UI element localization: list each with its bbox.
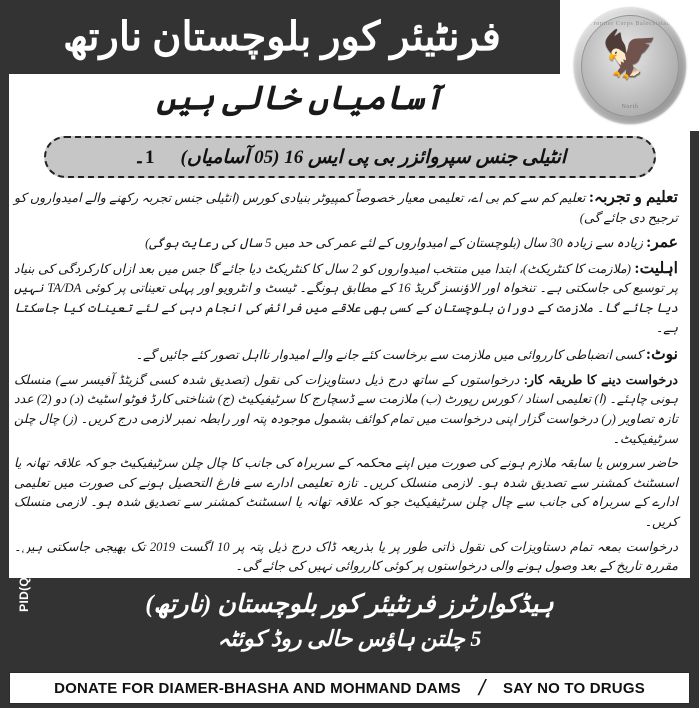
eagle-icon: 🦅 bbox=[601, 28, 659, 81]
procedure-label: درخواست دینے کا طریقہ کار: bbox=[523, 372, 679, 387]
emblem-arc-top-text: Frontier Corps Balochistan bbox=[589, 21, 671, 27]
note-body: کسی انضباطی کارروائی میں ملازمت سے برخاست کئے جانے والے امیدوار نااہل تصور کئے جائیں گے۔ bbox=[135, 348, 643, 363]
slogan-drugs: SAY NO TO DRUGS bbox=[502, 679, 645, 697]
section-serving-certificate bbox=[14, 454, 678, 532]
emblem-container bbox=[560, 0, 699, 131]
procedure-body: درخواستوں کے ساتھ درج ذیل دستاویزات کی نقول (تصدیق شدہ کسی گزیٹڈ آفیسر سے) منسلک ہونی چاہئے۔ (ا) تعلیمی اسناد / کورس رپورٹ (ب) ملازمت سے ڈسچارج کا سرٹیفیکیٹ (ج) شناختی کارڈ فوٹو اسٹیٹ (د) دو (2) عدد تازہ تصاویر (ر) درخواست گزار اپنی درخواست میں تمام کوائف بشمول موجودہ پتہ اور رابطہ نمبر لازمی درج کریں۔ (ز) چال چلن سرٹیفیکیٹ۔ bbox=[14, 372, 678, 446]
frontier-corps-emblem-icon bbox=[574, 8, 686, 124]
age-body: زیادہ سے زیادہ 30 سال (بلوچستان کے امیدواروں کے لئے عمر کی حد میں 5 سال کی رعایت ہوگی) bbox=[145, 236, 643, 251]
section-eligibility bbox=[14, 259, 678, 338]
vacancies-heading: آسامیاں خالی ہیں bbox=[156, 81, 444, 117]
public-service-slogan-bar bbox=[9, 672, 690, 704]
note-label: نوٹ: bbox=[645, 346, 678, 364]
footer-address-line-2: 5 چلتن ہاؤس حالی روڈ کوئٹہ bbox=[217, 626, 482, 651]
education-body: تعلیم کم سے کم بی اے، تعلیمی معیار خصوصاً کمپیوٹر بنیادی کورس (انٹیلی جنس تجربہ رکھنے والے امیدواروں کو ترجیح دی جائے گی) bbox=[14, 191, 678, 225]
section-age bbox=[14, 233, 678, 254]
organization-title: فرنٹیئر کور بلوچستان نارتھ bbox=[63, 14, 501, 59]
slogan-separator-icon: / bbox=[476, 675, 488, 700]
pid-code: PID(Q)319/19 bbox=[17, 534, 31, 612]
job-number: 1۔ bbox=[133, 146, 155, 168]
section-deadline bbox=[14, 538, 678, 577]
job-title: انٹیلی جنس سپروائزر بی پی ایس 16 (05 آسامیاں) bbox=[180, 146, 567, 168]
footer-address-line-1: ہیڈکوارٹرز فرنٹیئر کور بلوچستان (نارتھ) bbox=[145, 591, 554, 618]
section-procedure bbox=[14, 371, 678, 449]
footer-address-band bbox=[9, 578, 690, 664]
emblem-arc-bottom-text: North bbox=[621, 104, 639, 110]
education-label: تعلیم و تجربہ: bbox=[588, 189, 678, 206]
eligibility-label: اہلیت: bbox=[634, 259, 678, 277]
job-title-pill bbox=[44, 136, 656, 178]
eligibility-body: (ملازمت کا کنٹریکٹ)، ابتدا میں منتخب امیدواروں کو 2 سال کا کنٹریکٹ دیا جائے گا جس میں بعد ازاں کارکردگی کی بنیاد پر توسیع کی جاسکتی ہے۔ تنخواہ اور الاؤنسز گریڈ 16 کے مطابق ہونگے۔ ٹیسٹ و انٹرویو اور پہلی تعیناتی پر کوئی TA/DA نہیں دیا جائے گا۔ ملازمت کے دوران بلوچستان کے کسی بھی علاقے میں فرائض کی انجام دہی کے لئے تعینات کیا جاسکتا ہے۔ bbox=[14, 261, 678, 335]
deadline-body: درخواست بمعہ تمام دستاویزات کی نقول ذاتی طور پر یا بذریعہ ڈاک درج ذیل پتہ پر 10 اگست 2019 تک بھیجی جاسکتی ہیں۔ مقررہ تاریخ کے بعد وصول ہونے والی درخواستوں پر کوئی کارروائی نہیں کی جائے گی۔ bbox=[14, 539, 678, 574]
serving-body: حاضر سروس یا سابقہ ملازم ہونے کی صورت میں اپنے محکمہ کے سربراہ کی جانب کا چال چلن سرٹیفیکیٹ جو کہ علاقہ تھانہ یا اسسٹنٹ کمشنر سے تصدیق شدہ ہو۔ لازمی منسلک کریں۔ تازہ تعلیمی ادارے سے فارغ التحصیل ہونے کی صورت میں تعلیمی ادارے کے سربراہ کی جانب سے چال چلن سرٹیفیکیٹ جو کہ علاقہ تھانہ یا اسسٹنٹ کمشنر سے تصدیق شدہ ہو۔ لازمی منسلک کریں۔ bbox=[14, 456, 678, 529]
header-band bbox=[0, 0, 560, 74]
slogan-inner bbox=[10, 677, 689, 699]
slogan-dams: DONATE FOR DIAMER-BHASHA AND MOHMAND DAMS bbox=[54, 679, 461, 697]
section-note bbox=[14, 345, 678, 366]
age-label: عمر: bbox=[646, 234, 678, 252]
section-education bbox=[14, 188, 678, 228]
page-frame-left bbox=[0, 0, 9, 664]
